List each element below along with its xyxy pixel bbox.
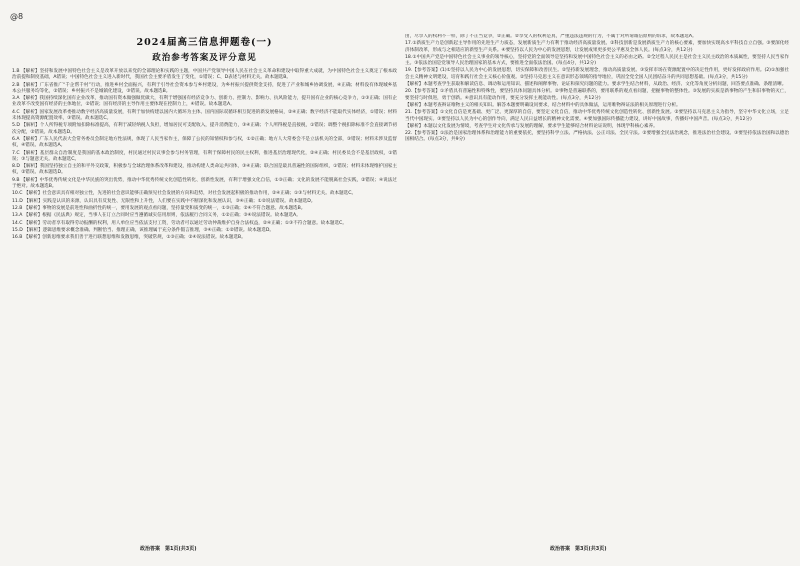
corner-mark: @8 [10, 12, 24, 21]
answer-paragraph: 21.【参考答案】①文化自信是更基础、更广泛、更深厚的自信，要坚定文化自信，推动中华优秀传统文化创造性转化、创新性发展。②要坚持以马克思主义为指导，坚守中华文化立场，立足当代中国现实。③要坚持以人民为中心的创作导向，满足人民日益增长的精神文化需要。④要加强国际传播能力建设，讲好中国故事，传播好中国声音。(每点3分，共12分) [405, 110, 789, 122]
answer-paragraph: 4.C 【解析】国家发展改革委推动数字经济高质量发展，有利于加快构建以国内大循环为主体、国内国际双循环相互促进的新发展格局，②④正确；数字经济不能取代实体经济，①错误；材料未体现提高资源配置效率，③错误。故本题选C。 [12, 109, 397, 122]
answer-paragraph: 【解析】本题考查辩证唯物主义的相关知识。解答本题要明确设问要求，结合材料中的具体做法，运用唯物辩证法的相关原理进行分析。 [405, 102, 681, 108]
right-page-footer: 政治答案 第3页(共3页) [550, 546, 607, 552]
document-subtitle: 政治参考答案及评分意见 [152, 53, 257, 63]
answer-paragraph: 【解析】本题考查学生获取和解读信息、调动和运用知识、描述和阐释事物、论证和探究问题的能力。要求学生结合材料，从政治、经济、文化等角度分析问题，回答要点准确、条理清晰。 [405, 82, 787, 88]
answer-paragraph: 6.A 【解析】广东人民代表大会常务委员会制定地方性法规，体现了人民当家作主，保障了公民的知情权和参与权，①②正确；地方人大常委会不是立法机关的全部，③错误；材料未涉及监督权，④错误。故本题选A。 [12, 136, 397, 149]
answer-paragraph: 9.B 【解析】中华优秀传统文化是中华民族的突出优势，推动中华优秀传统文化创造性转化、创新性发展，有利于增强文化自信，①③正确；文化的发展不能脱离社会实践，②错误；④说法过于绝对。故本题选B。 [12, 177, 397, 190]
answer-paragraph: 18.①中国共产党是中国特色社会主义事业的领导核心，坚持党的全面领导是坚持和发展中国特色社会主义的必由之路。②全过程人民民主是社会主义民主政治的本质属性，要坚持人民当家作主。③依法治国是党领导人民治理国家的基本方式，要推进全面依法治国。(每点4分，共12分) [405, 54, 789, 67]
answer-paragraph: 3.A 【解析】我国持续深化国有企业改革，推动国有资本做强做优做大，有利于增强国有经济竞争力、创新力、控制力、影响力、抗风险能力，提升国有企业的核心竞争力，①③正确；国有企业改革不改变国有经济的主体地位，②错误；国有经济的主导作用主要体现在控制力上，④错误。故本题选A。 [12, 96, 397, 108]
answer-paragraph: 1.B 【解析】坚持和发展中国特色社会主义是改革开放以来党的全部理论和实践的主题，中国共产党领导中国人民在社会主义革命和建设中取得重大成就，为中国特色社会主义奠定了根本政治前提和制度基础，A错误；中国特色社会主义进入新时代，我国社会主要矛盾发生了变化，①错误；C、D表述与材料无关。故本题选B。 [12, 69, 397, 81]
answer-paragraph: 16.B 【解析】创新思维要求我们善于进行联想思维和发散思维，突破常规，①③正确；②④说法错误。故本题选B。 [12, 235, 246, 241]
answer-paragraph: 22.【参考答案】①法治是国家治理体系和治理能力的重要依托，要坚持科学立法、严格执法、公正司法、全民守法。②要增强全民法治观念，推进法治社会建设。③要坚持依法治国和以德治国相结合。(每点3分，共9分) [405, 131, 789, 143]
left-paragraphs [12, 69, 397, 241]
answer-paragraph: 10.C 【解析】社会意识具有相对独立性，先进的社会意识能够正确预见社会发展的方向和趋势，对社会发展起积极的推动作用，②④正确；①③与材料无关。故本题选C。 [12, 191, 357, 197]
answer-paragraph: 8.D 【解析】我国坚持独立自主的和平外交政策，积极参与全球治理体系改革和建设，推动构建人类命运共同体，③④正确；联合国是最具普遍性的国际组织，①错误；材料未体现维护国家主权，②错误。故本题选D。 [12, 164, 397, 176]
left-page-footer: 政治答案 第1页(共3页) [140, 546, 197, 552]
answer-paragraph: 14.C 【解析】劳动者享有取得劳动报酬的权利，用人单位应当依法支付工资，劳动者可以通过劳动仲裁维护自身合法权益，②④正确；①③不符合题意。故本题选C。 [12, 220, 347, 226]
answer-paragraph: 13.A 【解析】根据《民法典》规定，当事人在订立合同时应当遵循诚实信用原则，依法履行合同义务，①②正确；③④说法错误。故本题选A。 [12, 213, 301, 219]
answer-paragraph: 7.C 【解析】基层群众自治制度是我国的基本政治制度，村民通过村民议事会参与村务管理，有利于保障村民的民主权利，推进基层治理现代化，②④正确；村民委员会不是基层政权，①错误；③与题意无关。故本题选C。 [12, 150, 397, 162]
answer-paragraph: 12.B 【解析】事物的发展是前进性和曲折性的统一，要用发展的观点看问题，坚持量变和质变的统一，①③正确；②④不符合题意。故本题选B。 [12, 205, 306, 211]
left-page [12, 34, 397, 532]
answer-paragraph: 20.【参考答案】①矛盾具有普遍性和特殊性，要坚持具体问题具体分析。②事物是普遍联系的，要用联系的观点看问题，把握事物的整体性。③发展的实质是新事物的产生和旧事物的灭亡，要坚持与时俱进，勇于创新。④意识具有能动作用，要充分发挥主观能动性。(每点3分，共12分) [405, 89, 789, 101]
answer-paragraph: 11.D 【解析】实践是认识的来源，认识具有反复性、无限性和上升性，人们要在实践中不断深化和发展认识，③④正确；①②说法错误。故本题选D。 [12, 198, 316, 204]
right-page [405, 34, 789, 532]
answer-paragraph: 15.D 【解析】逻辑思维要求概念准确、判断恰当、推理正确，该推理属于充分条件假言推理，③④正确；①②错误。故本题选D。 [12, 227, 275, 233]
answer-paragraph: 17.①新质生产力是创新起主导作用的先进生产力质态，发展新质生产力有利于推动经济高质量发展。②科技创新是发展新质生产力的核心要素，要加快实现高水平科技自立自强。③要深化经济体制改革，形成与之相适应的新型生产关系。④要坚持以人民为中心的发展思想，让发展成果更多更公平惠及全体人民。(每点3分，共12分) [405, 41, 789, 53]
answer-paragraph: 由，尽享人的权利不一样，除了不正当竞争，②正确。②享受人的权利是真，严重违法违规的行为，不属于对所谓诚信原则的诉求，故本题选A。 [405, 34, 697, 39]
answer-paragraph: 19.【参考答案】(1)①坚持以人民为中心的发展思想，切实保障和改善民生。②坚持新发展理念，推动高质量发展。③发挥市场在资源配置中的决定性作用，更好发挥政府作用。(2)①加强社会主义精神文明建设，培育和践行社会主义核心价值观。②坚持马克思主义在意识形态领域的指导地位，巩固全党全国人民团结奋斗的共同思想基础。(每点3分，共15分) [405, 68, 789, 80]
answer-paragraph: 5.D 【解析】个人所得税专项附加扣除标准提高，有利于减轻纳税人负担，增加居民可支配收入，提升消费能力，③④正确；个人所得税是直接税，①错误；调整个税扣除标准不会直接调节初次分配，②错误。故本题选D。 [12, 123, 397, 135]
answer-paragraph: 2.B 【解析】广东省推广“千企帮千村”行动，推进乡村全面振兴，有利于引导社会资本参与乡村建设，为乡村振兴提供资金支持，促进了产业和城乡协调发展，④正确；材料没有体现城乡基本公共服务均等化，②错误；乡村振兴不是城镇化建设，③错误。故本题选B。 [12, 82, 397, 94]
document-title: 2024届高三信息押题卷(一) [136, 37, 273, 48]
answer-paragraph: 【解析】本题以文化发展为情境，考查学生对文化传承与发展的理解，要求学生能够结合材料论证说明，体现学科核心素养。 [405, 123, 658, 129]
right-paragraphs [405, 34, 789, 144]
